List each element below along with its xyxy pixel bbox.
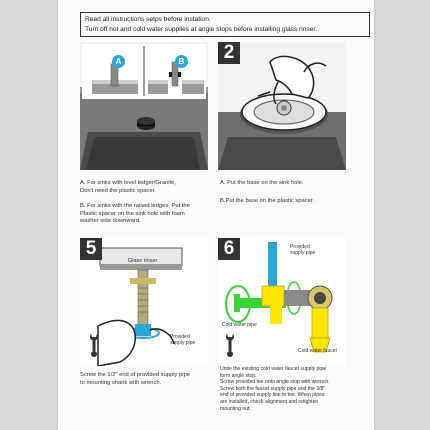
glass-rinser-label: Glass rinser xyxy=(128,258,158,264)
step-6-caption-2: form angle stop. xyxy=(220,372,257,379)
header-line-2: Turn off hot and cold water supplies at angle stops before installing glass rinser. xyxy=(85,25,318,33)
step-6-caption-6: are installed, check alignment and retighten xyxy=(220,398,319,405)
header-line-1: Read all instructions setps before instation. xyxy=(85,16,211,23)
step-1-caption-b3: washer side downward. xyxy=(80,218,141,224)
step-2-caption xyxy=(220,180,350,205)
instructions-header xyxy=(80,12,370,37)
cold-water-pipe-label: Cold water pipe xyxy=(222,322,257,328)
step-1-caption xyxy=(80,180,220,226)
step-6-provided-label-2: supply pipe xyxy=(290,250,316,256)
step-5-caption xyxy=(80,372,220,387)
step-6-caption-4: Screw both the faucet supply pipe and the 3/8" xyxy=(220,385,326,392)
step-5-supply-label xyxy=(170,334,195,346)
step-2-number: 2 xyxy=(218,42,240,64)
step-2-caption-b: B.Put the base on the plastic spacer. xyxy=(220,197,315,204)
step-1-caption-b2: Plastic spacer on the sink hole with foam xyxy=(80,210,185,217)
step-6-provided-label xyxy=(290,244,315,256)
step-6-caption-1: Untie the existing cold water faucet supply pipe xyxy=(220,366,327,372)
step-5-supply-label-1: Provided xyxy=(170,334,190,340)
step-6-provided-label-1: Provided xyxy=(290,244,310,250)
step-6-caption-3: Screw provided tee onto angle stop with wrench. xyxy=(220,379,330,386)
step-5-caption-1: Screw the 1/2" end of provided supply pipe xyxy=(80,372,191,378)
step-2-caption-a: A. Put the base on the sink hole. xyxy=(220,180,304,186)
step-5-supply-label-2: supply pipe xyxy=(170,340,196,346)
cold-water-faucet-label: Cold water faucet xyxy=(298,348,337,354)
step-6-caption xyxy=(220,366,360,412)
step-5-number: 5 xyxy=(80,238,102,260)
badge-a: A xyxy=(112,55,125,68)
step-5-caption-2: to mounting shank with wrench. xyxy=(80,379,162,386)
step-1-caption-b1: B. For sinks with the raised ledges, Put the xyxy=(80,203,190,209)
step-1-illustration xyxy=(80,42,208,170)
step-6-caption-7: mounting nut. xyxy=(220,405,251,412)
badge-b: B xyxy=(175,55,188,68)
step-1-caption-a2: Don't need the plastic spacer. xyxy=(80,187,156,194)
step-6-number: 6 xyxy=(218,238,240,260)
step-1-caption-a1: A. For sinks with level ledger/Granite, xyxy=(80,180,177,186)
step-6-caption-5: end of provided supply line to tee. When pipes xyxy=(220,392,325,399)
